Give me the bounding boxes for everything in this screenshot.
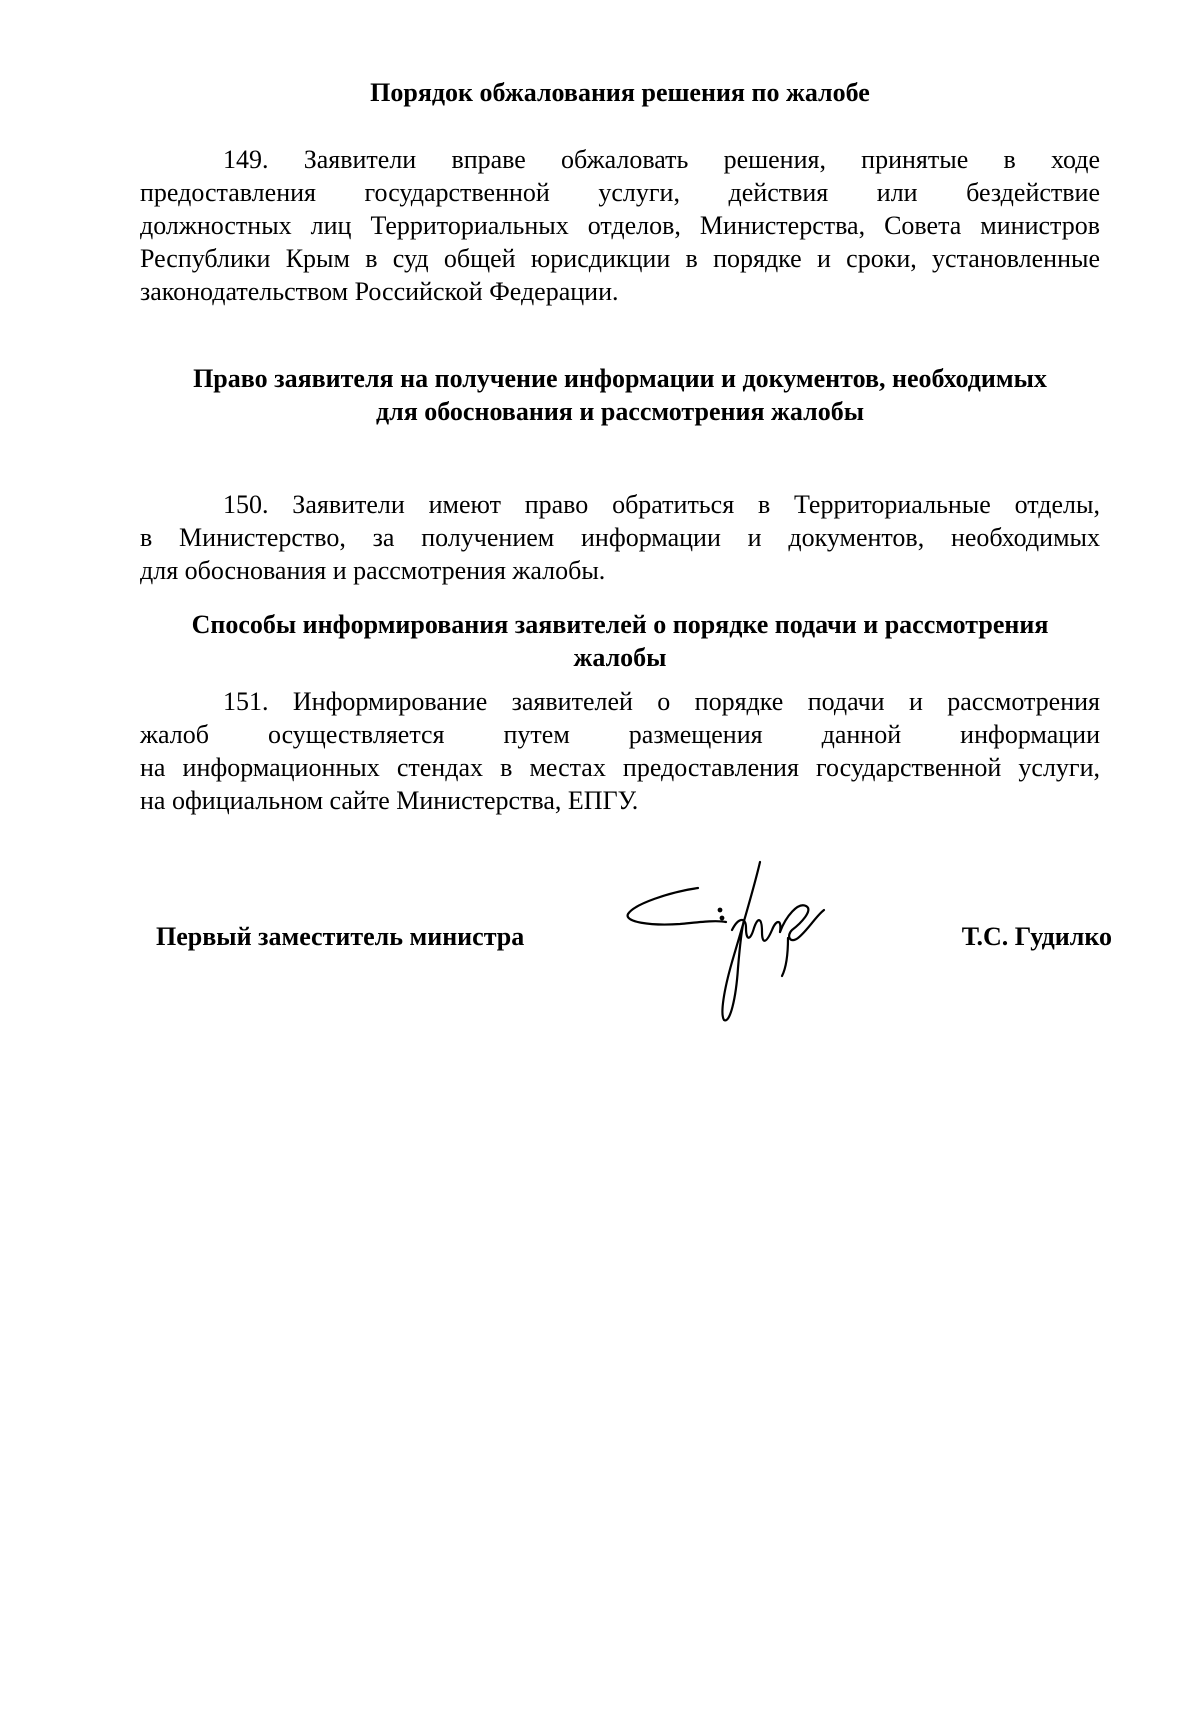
paragraph-line: законодательством Российской Федерации. — [140, 277, 619, 306]
paragraph-149 — [140, 143, 1100, 308]
heading-line: Способы информирования заявителей о порядке подачи и рассмотрения — [191, 610, 1049, 639]
heading-line: Право заявителя на получение информации и документов, необходимых — [193, 364, 1047, 393]
paragraph-line: в Министерство, за получением информации и документов, необходимых — [140, 523, 1100, 552]
signatory-title: Первый заместитель министра — [156, 922, 525, 951]
handwritten-signature — [620, 858, 840, 1038]
paragraph-line: жалоб осуществляется путем размещения данной информации — [140, 720, 1100, 749]
paragraph-line: 150. Заявители имеют право обратиться в Территориальные отделы, — [223, 490, 1100, 519]
heading-line: жалобы — [573, 643, 667, 672]
signatory-name: Т.С. Гудилко — [961, 922, 1112, 951]
paragraph-line: должностных лиц Территориальных отделов, Министерства, Совета министров — [140, 211, 1100, 240]
paragraph-line: 149. Заявители вправе обжаловать решения, принятые в ходе — [223, 145, 1100, 174]
heading-line: для обоснования и рассмотрения жалобы — [375, 397, 865, 426]
section-heading-complaint-appeal: Порядок обжалования решения по жалобе — [370, 78, 870, 107]
paragraph-line: предоставления государственной услуги, действия или бездействие — [140, 178, 1100, 207]
signature-block — [0, 920, 1200, 1020]
paragraph-line: 151. Информирование заявителей о порядке подачи и рассмотрения — [223, 687, 1100, 716]
paragraph-150 — [140, 488, 1100, 587]
paragraph-line: на официальном сайте Министерства, ЕПГУ. — [140, 786, 639, 815]
section-heading-right-to-information — [140, 362, 1100, 428]
paragraph-line: для обоснования и рассмотрения жалобы. — [140, 556, 606, 585]
paragraph-line: Республики Крым в суд общей юрисдикции в порядке и сроки, установленные — [140, 244, 1100, 273]
section-heading-informing-methods — [140, 608, 1100, 674]
paragraph-151 — [140, 685, 1100, 817]
paragraph-line: на информационных стендах в местах предоставления государственной услуги, — [140, 753, 1100, 782]
